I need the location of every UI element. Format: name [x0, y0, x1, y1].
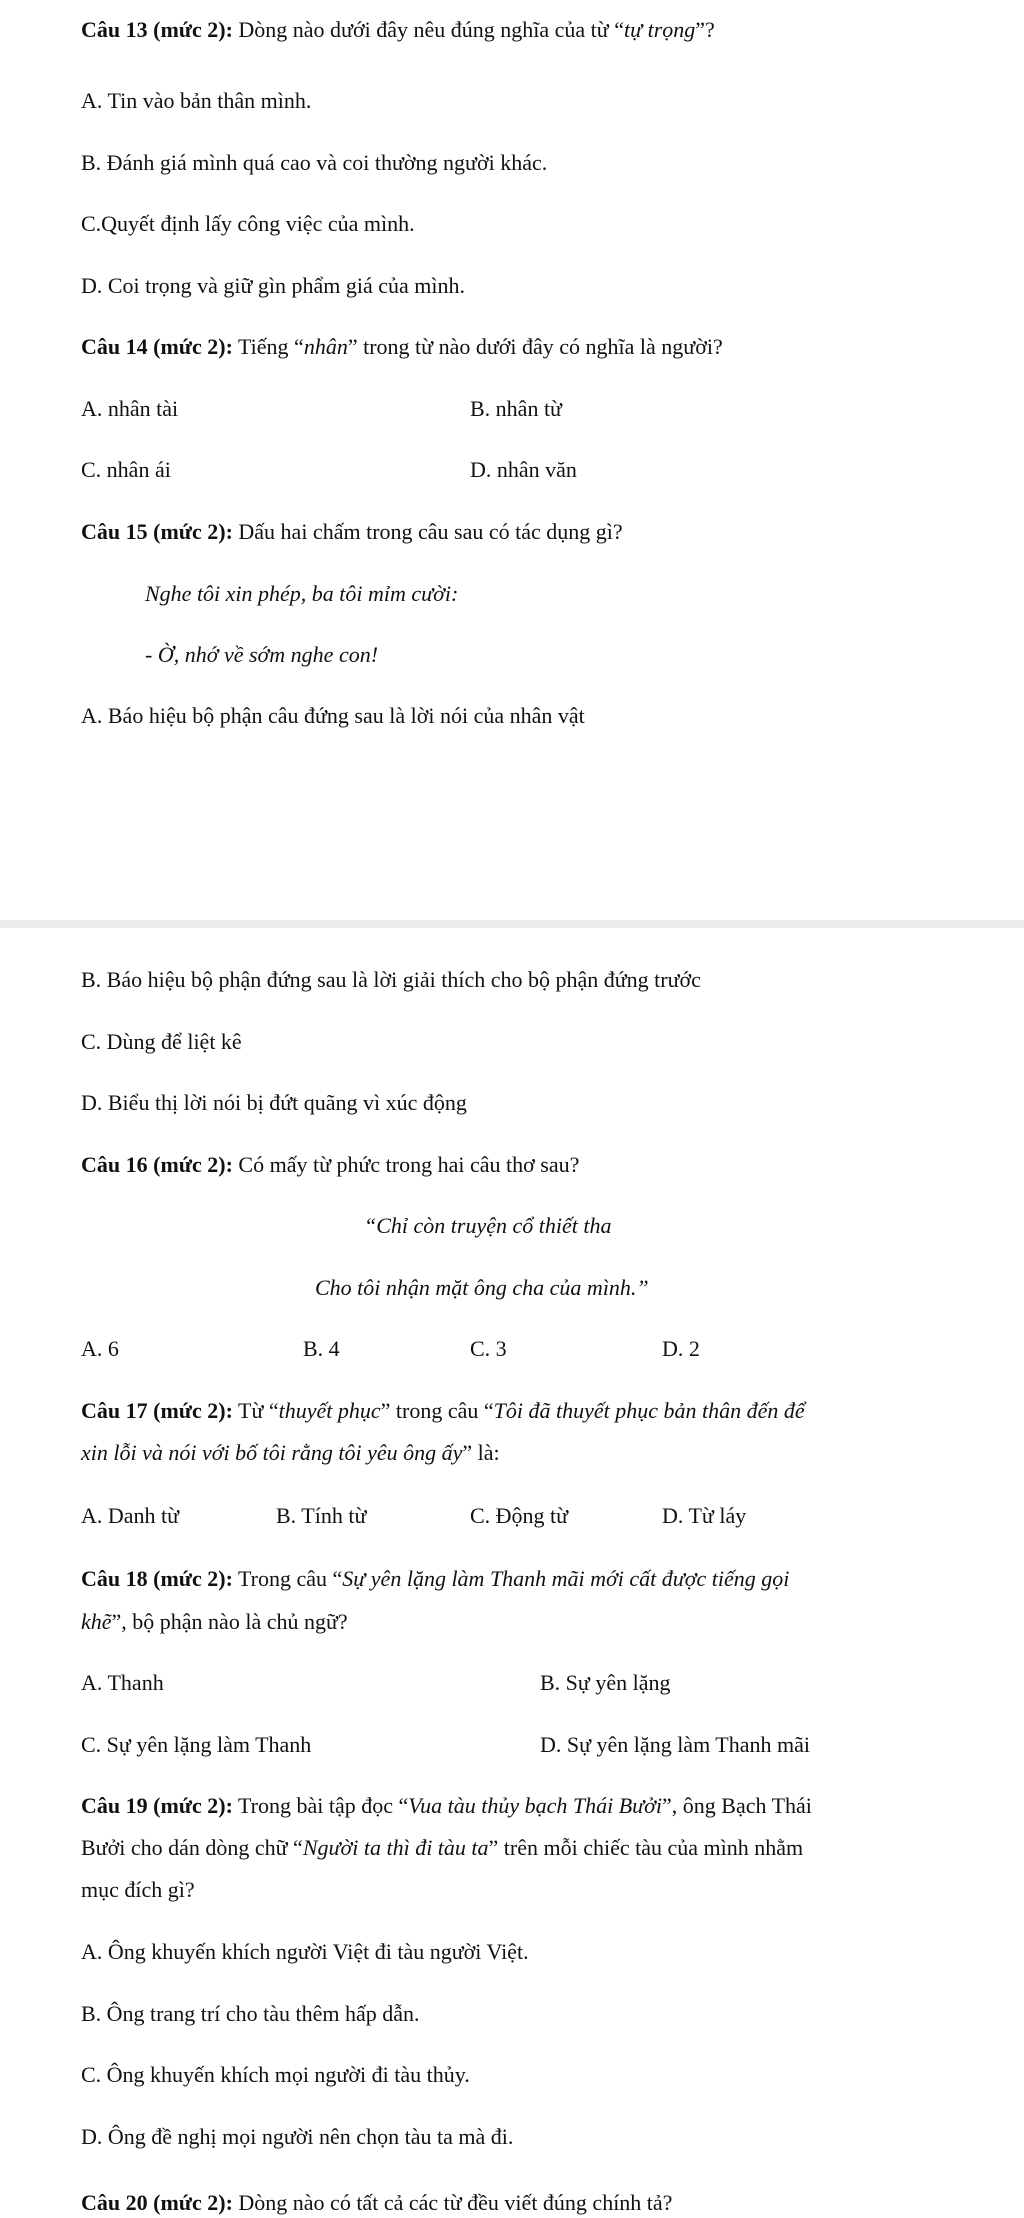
question-14-option-a: A. nhân tài [81, 396, 179, 421]
question-17-option-b: B. Tính từ [276, 1503, 367, 1528]
question-19-option-a: A. Ông khuyến khích người Việt đi tàu người Việt. [81, 1939, 529, 1964]
question-19-option-d: D. Ông đề nghị mọi người nên chọn tàu ta mà đi. [81, 2124, 514, 2149]
question-18-label: Câu 18 (mức 2): [81, 1566, 233, 1591]
question-19-option-c: C. Ông khuyến khích mọi người đi tàu thủy. [81, 2062, 470, 2087]
question-13-stem: Câu 13 (mức 2): Dòng nào dưới đây nêu đúng nghĩa của từ “tự trọng”? [81, 17, 715, 42]
question-13-option-d: D. Coi trọng và giữ gìn phẩm giá của mình. [81, 273, 466, 298]
question-16-label: Câu 16 (mức 2): [81, 1152, 233, 1177]
page-separator [0, 920, 1024, 928]
question-18-stem-line-2: khẽ”, bộ phận nào là chủ ngữ? [81, 1609, 348, 1634]
question-18-option-d: D. Sự yên lặng làm Thanh mãi [540, 1732, 810, 1757]
question-16-poem-line-1: “Chỉ còn truyện cổ thiết tha [364, 1213, 612, 1238]
question-14-option-b: B. nhân từ [470, 396, 562, 421]
question-18-option-b: B. Sự yên lặng [540, 1670, 671, 1695]
question-17-option-c: C. Động từ [470, 1503, 569, 1528]
question-19-label: Câu 19 (mức 2): [81, 1793, 233, 1818]
question-17-stem: Câu 17 (mức 2): Từ “thuyết phục” trong câu “Tôi đã thuyết phục bản thân đến để [81, 1398, 805, 1423]
question-17-option-d: D. Từ láy [662, 1503, 747, 1528]
question-13-term: tự trọng [623, 17, 696, 42]
question-17-stem-line-2: xin lỗi và nói với bố tôi rằng tôi yêu ông ấy” là: [81, 1440, 500, 1465]
question-15-option-b: B. Báo hiệu bộ phận đứng sau là lời giải thích cho bộ phận đứng trước [81, 967, 701, 992]
question-16-option-c: C. 3 [470, 1336, 507, 1361]
question-14-option-d: D. nhân văn [470, 457, 577, 482]
question-20-label: Câu 20 (mức 2): [81, 2190, 233, 2215]
question-19-stem: Câu 19 (mức 2): Trong bài tập đọc “Vua tàu thủy bạch Thái Bưởi”, ông Bạch Thái [81, 1793, 812, 1818]
question-15-quote-line-2: - Ờ, nhớ về sớm nghe con! [145, 642, 379, 667]
question-18-option-c: C. Sự yên lặng làm Thanh [81, 1732, 312, 1757]
question-17-option-a: A. Danh từ [81, 1503, 180, 1528]
document-page-1 [0, 0, 1024, 920]
question-14-option-c: C. nhân ái [81, 457, 171, 482]
question-14-label: Câu 14 (mức 2): [81, 334, 233, 359]
question-13-option-c: C.Quyết định lấy công việc của mình. [81, 211, 415, 236]
question-15-label: Câu 15 (mức 2): [81, 519, 233, 544]
question-16-option-a: A. 6 [81, 1336, 119, 1361]
question-15-option-a: A. Báo hiệu bộ phận câu đứng sau là lời nói của nhân vật [81, 703, 585, 728]
question-16-poem-line-2: Cho tôi nhận mặt ông cha của mình.” [315, 1275, 649, 1300]
question-13-label: Câu 13 (mức 2): [81, 17, 233, 42]
question-17-label: Câu 17 (mức 2): [81, 1398, 233, 1423]
question-15-option-d: D. Biểu thị lời nói bị đứt quãng vì xúc động [81, 1090, 467, 1115]
question-19-stem-line-2: Bưởi cho dán dòng chữ “Người ta thì đi tàu ta” trên mỗi chiếc tàu của mình nhằm [81, 1835, 804, 1860]
question-13-option-b: B. Đánh giá mình quá cao và coi thường người khác. [81, 150, 548, 175]
question-18-stem: Câu 18 (mức 2): Trong câu “Sự yên lặng làm Thanh mãi mới cất được tiếng gọi [81, 1566, 790, 1591]
question-19-option-b: B. Ông trang trí cho tàu thêm hấp dẫn. [81, 2001, 420, 2026]
question-16-option-d: D. 2 [662, 1336, 700, 1361]
question-14-term: nhân [303, 334, 348, 359]
question-20-stem: Câu 20 (mức 2): Dòng nào có tất cả các từ đều viết đúng chính tả? [81, 2190, 673, 2215]
question-13-option-a: A. Tin vào bản thân mình. [81, 88, 312, 113]
question-15-option-c: C. Dùng để liệt kê [81, 1029, 242, 1054]
question-16-option-b: B. 4 [303, 1336, 340, 1361]
question-15-quote-line-1: Nghe tôi xin phép, ba tôi mỉm cười: [145, 581, 459, 606]
question-15-stem: Câu 15 (mức 2): Dấu hai chấm trong câu sau có tác dụng gì? [81, 519, 623, 544]
question-16-stem: Câu 16 (mức 2): Có mấy từ phức trong hai câu thơ sau? [81, 1152, 580, 1177]
document-page-2 [0, 928, 1024, 2215]
question-14-stem: Câu 14 (mức 2): Tiếng “nhân” trong từ nào dưới đây có nghĩa là người? [81, 334, 723, 359]
question-18-option-a: A. Thanh [81, 1670, 164, 1695]
question-19-stem-line-3: mục đích gì? [81, 1877, 195, 1902]
question-17-term: thuyết phục [278, 1398, 381, 1423]
